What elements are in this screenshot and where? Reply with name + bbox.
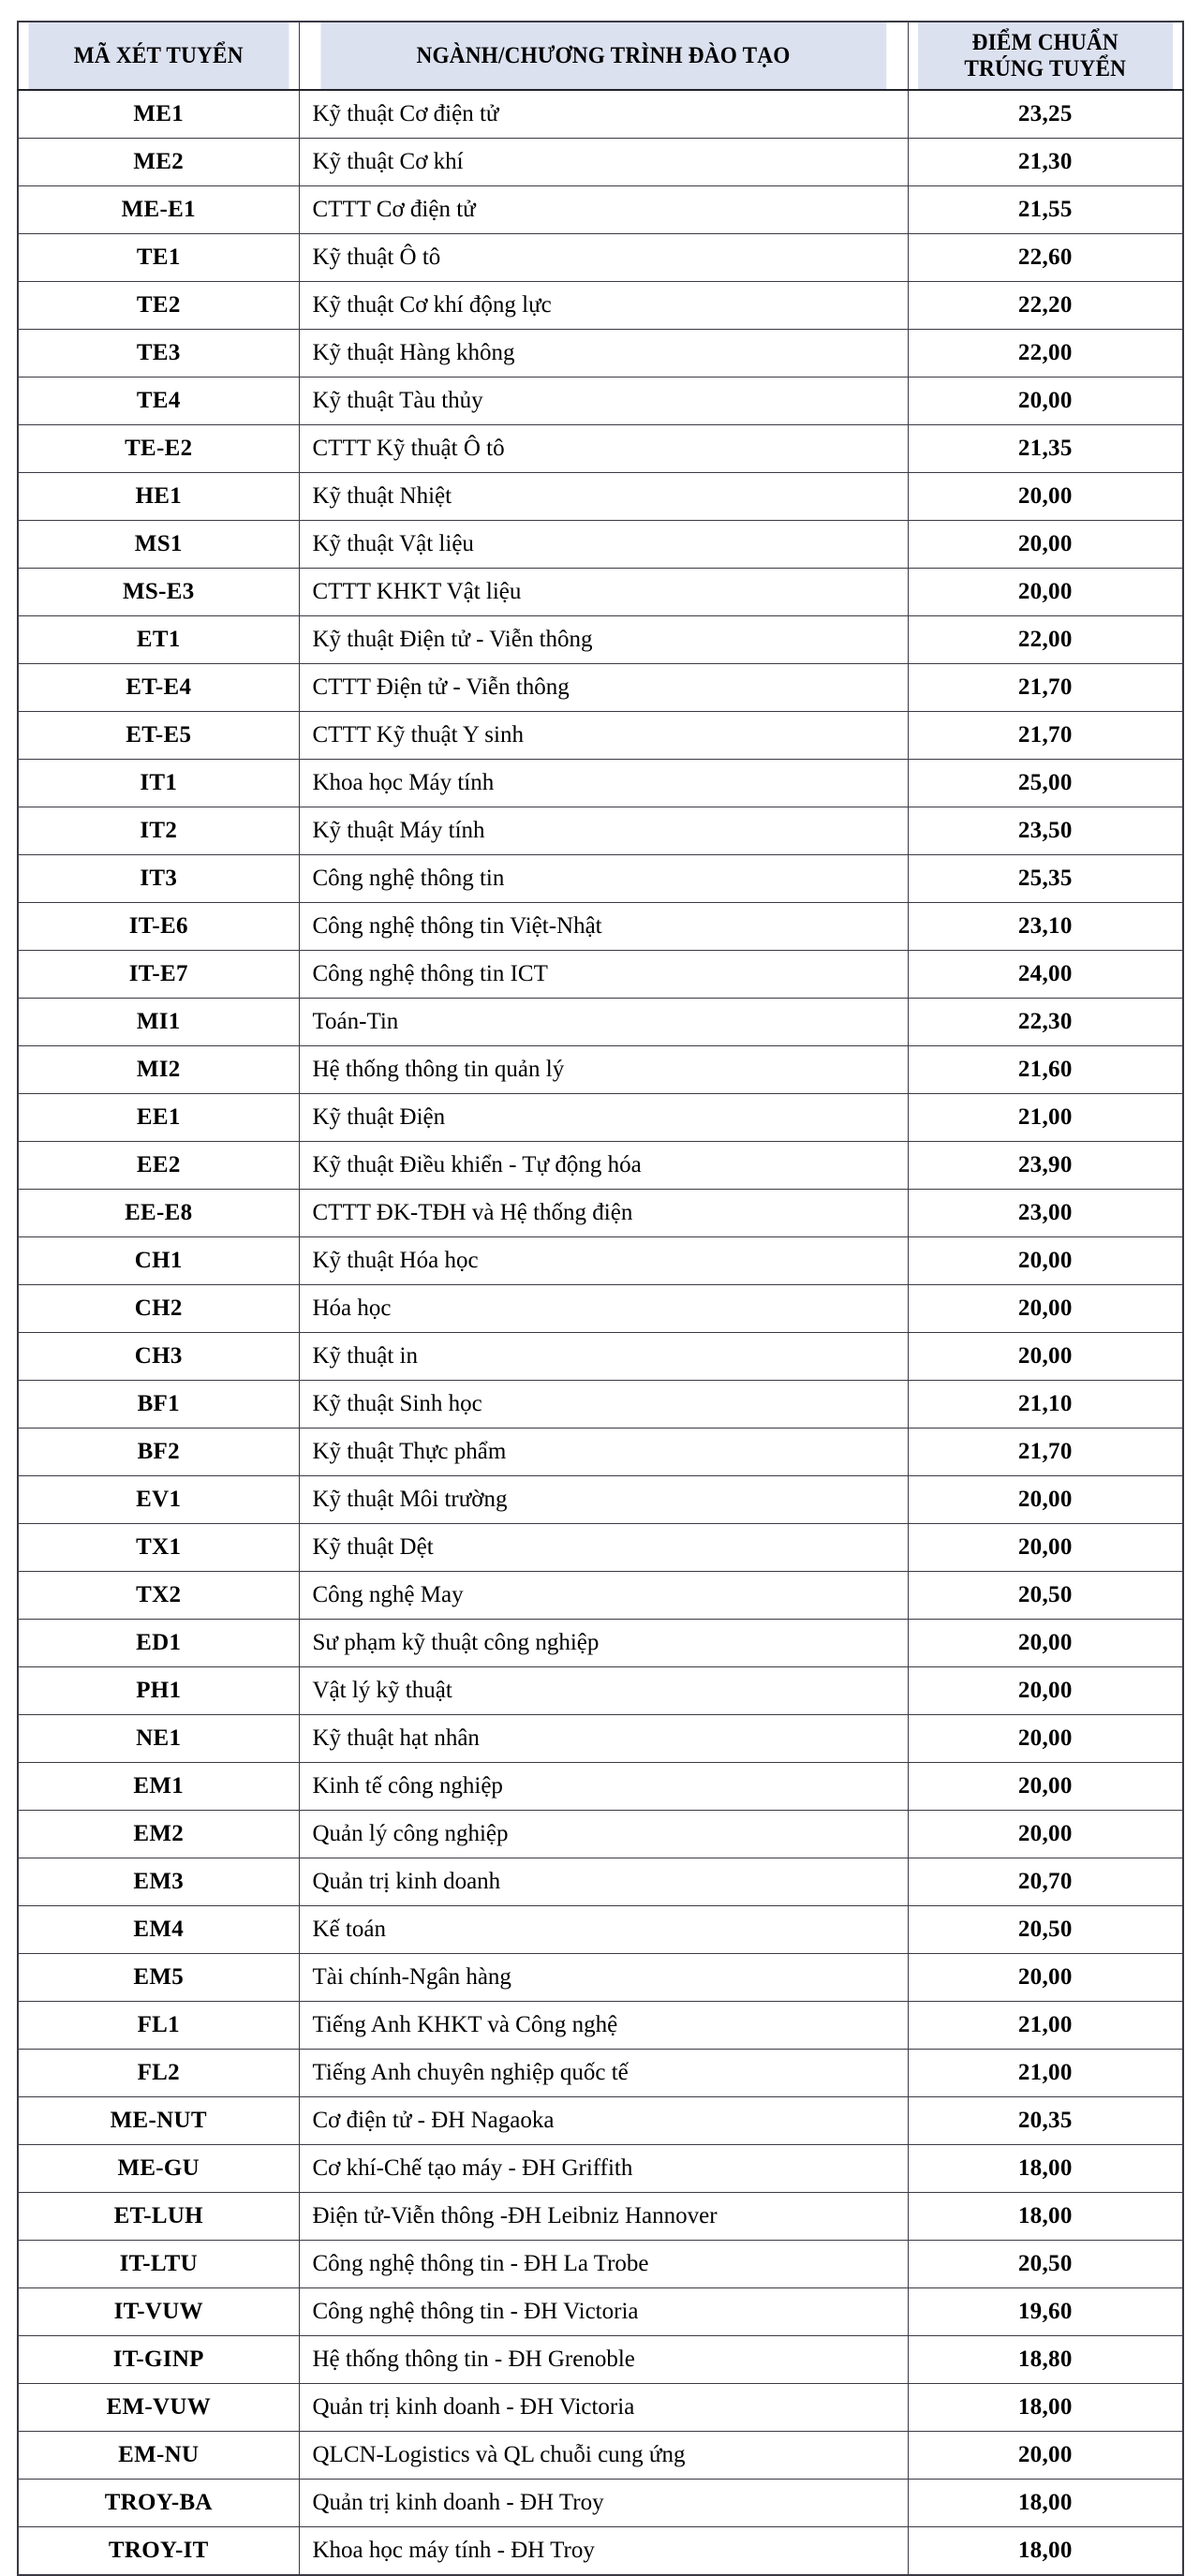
cell-major-program: Kỹ thuật hạt nhân xyxy=(299,1715,908,1763)
cell-major-program: Kỹ thuật in xyxy=(299,1333,908,1381)
column-header-major xyxy=(320,22,887,90)
cell-admission-code: CH2 xyxy=(18,1285,299,1333)
cell-admission-code: TX1 xyxy=(18,1524,299,1572)
cell-admission-code: IT-LTU xyxy=(18,2241,299,2288)
cell-admission-code: ED1 xyxy=(18,1620,299,1667)
table-row xyxy=(18,1429,1183,1476)
cell-major-program: Quản trị kinh doanh - ĐH Troy xyxy=(299,2480,908,2527)
cell-major-program: Công nghệ thông tin Việt-Nhật xyxy=(299,903,908,951)
cell-benchmark-score: 22,00 xyxy=(908,616,1183,664)
table-row xyxy=(18,1572,1183,1620)
cell-admission-code: ET1 xyxy=(18,616,299,664)
cell-benchmark-score: 20,35 xyxy=(908,2097,1183,2145)
table-row xyxy=(18,378,1183,425)
table-row xyxy=(18,1954,1183,2002)
table-row xyxy=(18,1190,1183,1237)
table-row xyxy=(18,90,1183,139)
table-header xyxy=(18,22,1183,90)
cell-admission-code: EE-E8 xyxy=(18,1190,299,1237)
table-row xyxy=(18,1476,1183,1524)
cell-admission-code: IT-E6 xyxy=(18,903,299,951)
cell-benchmark-score: 25,35 xyxy=(908,855,1183,903)
cell-admission-code: TE1 xyxy=(18,234,299,282)
cell-admission-code: ME2 xyxy=(18,139,299,186)
cell-major-program: Kỹ thuật Dệt xyxy=(299,1524,908,1572)
cell-benchmark-score: 21,00 xyxy=(908,2002,1183,2050)
cell-admission-code: IT1 xyxy=(18,760,299,807)
cell-benchmark-score: 20,00 xyxy=(908,1620,1183,1667)
table-row xyxy=(18,425,1183,473)
cell-admission-code: EM5 xyxy=(18,1954,299,2002)
cell-major-program: CTTT Kỹ thuật Ô tô xyxy=(299,425,908,473)
cell-admission-code: TE2 xyxy=(18,282,299,330)
cell-admission-code: EM3 xyxy=(18,1858,299,1906)
table-row xyxy=(18,760,1183,807)
cell-admission-code: ME-GU xyxy=(18,2145,299,2193)
cell-major-program: Công nghệ thông tin - ĐH Victoria xyxy=(299,2288,908,2336)
cell-benchmark-score: 18,00 xyxy=(908,2384,1183,2432)
table-row xyxy=(18,473,1183,521)
table-row xyxy=(18,807,1183,855)
cell-benchmark-score: 18,80 xyxy=(908,2336,1183,2384)
cell-admission-code: ET-E4 xyxy=(18,664,299,712)
cell-benchmark-score: 22,20 xyxy=(908,282,1183,330)
table-body xyxy=(18,90,1183,2575)
cell-admission-code: MI2 xyxy=(18,1046,299,1094)
cell-admission-code: CH1 xyxy=(18,1237,299,1285)
cell-admission-code: EM2 xyxy=(18,1811,299,1858)
table-row xyxy=(18,1381,1183,1429)
cell-benchmark-score: 23,50 xyxy=(908,807,1183,855)
cell-admission-code: CH3 xyxy=(18,1333,299,1381)
cell-major-program: CTTT Điện tử - Viễn thông xyxy=(299,664,908,712)
cell-benchmark-score: 20,00 xyxy=(908,569,1183,616)
cell-major-program: Hệ thống thông tin - ĐH Grenoble xyxy=(299,2336,908,2384)
cell-major-program: Kỹ thuật Hàng không xyxy=(299,330,908,378)
cell-benchmark-score: 20,00 xyxy=(908,1667,1183,1715)
cell-admission-code: FL1 xyxy=(18,2002,299,2050)
cell-major-program: Kỹ thuật Tàu thủy xyxy=(299,378,908,425)
admission-score-table xyxy=(17,21,1184,2576)
table-row xyxy=(18,1094,1183,1142)
cell-admission-code: EM4 xyxy=(18,1906,299,1954)
cell-major-program: Cơ khí-Chế tạo máy - ĐH Griffith xyxy=(299,2145,908,2193)
column-header-score xyxy=(917,22,1173,90)
cell-major-program: Kỹ thuật Điện xyxy=(299,1094,908,1142)
table-row xyxy=(18,2336,1183,2384)
table-row xyxy=(18,1620,1183,1667)
column-header-code xyxy=(28,22,289,90)
cell-benchmark-score: 18,00 xyxy=(908,2527,1183,2576)
cell-benchmark-score: 21,10 xyxy=(908,1381,1183,1429)
cell-major-program: Khoa học máy tính - ĐH Troy xyxy=(299,2527,908,2576)
cell-benchmark-score: 18,00 xyxy=(908,2480,1183,2527)
cell-benchmark-score: 21,60 xyxy=(908,1046,1183,1094)
cell-major-program: Công nghệ thông tin ICT xyxy=(299,951,908,999)
cell-benchmark-score: 25,00 xyxy=(908,760,1183,807)
cell-admission-code: EM1 xyxy=(18,1763,299,1811)
cell-benchmark-score: 21,35 xyxy=(908,425,1183,473)
cell-benchmark-score: 22,60 xyxy=(908,234,1183,282)
table-row xyxy=(18,330,1183,378)
cell-major-program: Tài chính-Ngân hàng xyxy=(299,1954,908,2002)
cell-benchmark-score: 20,00 xyxy=(908,1811,1183,1858)
column-header-major-text: NGÀNH/CHƯƠNG TRÌNH ĐÀO TẠO xyxy=(416,42,791,68)
table-row xyxy=(18,951,1183,999)
column-header-score-line2: TRÚNG TUYỂN xyxy=(964,55,1127,81)
cell-benchmark-score: 20,00 xyxy=(908,1715,1183,1763)
cell-major-program: Công nghệ thông tin xyxy=(299,855,908,903)
column-header-score-line1: ĐIỂM CHUẨN xyxy=(971,29,1119,55)
cell-benchmark-score: 18,00 xyxy=(908,2145,1183,2193)
cell-admission-code: MI1 xyxy=(18,999,299,1046)
cell-benchmark-score: 20,00 xyxy=(908,521,1183,569)
cell-major-program: Kỹ thuật Ô tô xyxy=(299,234,908,282)
cell-admission-code: HE1 xyxy=(18,473,299,521)
cell-benchmark-score: 21,70 xyxy=(908,664,1183,712)
table-row xyxy=(18,2145,1183,2193)
cell-admission-code: FL2 xyxy=(18,2050,299,2097)
table-row xyxy=(18,2241,1183,2288)
table-row xyxy=(18,2480,1183,2527)
cell-benchmark-score: 21,30 xyxy=(908,139,1183,186)
table-row xyxy=(18,1285,1183,1333)
table-row xyxy=(18,569,1183,616)
table-row xyxy=(18,1906,1183,1954)
cell-admission-code: ET-E5 xyxy=(18,712,299,760)
cell-admission-code: EE1 xyxy=(18,1094,299,1142)
cell-admission-code: EE2 xyxy=(18,1142,299,1190)
cell-major-program: CTTT ĐK-TĐH và Hệ thống điện xyxy=(299,1190,908,1237)
table-row xyxy=(18,1667,1183,1715)
cell-admission-code: NE1 xyxy=(18,1715,299,1763)
cell-major-program: Kinh tế công nghiệp xyxy=(299,1763,908,1811)
cell-benchmark-score: 21,00 xyxy=(908,2050,1183,2097)
cell-major-program: Kỹ thuật Điều khiển - Tự động hóa xyxy=(299,1142,908,1190)
cell-benchmark-score: 23,90 xyxy=(908,1142,1183,1190)
cell-benchmark-score: 20,00 xyxy=(908,1763,1183,1811)
cell-major-program: Kỹ thuật Điện tử - Viễn thông xyxy=(299,616,908,664)
cell-major-program: Hệ thống thông tin quản lý xyxy=(299,1046,908,1094)
cell-major-program: Kế toán xyxy=(299,1906,908,1954)
table-row xyxy=(18,712,1183,760)
cell-admission-code: IT3 xyxy=(18,855,299,903)
cell-benchmark-score: 20,50 xyxy=(908,1906,1183,1954)
table-row xyxy=(18,1811,1183,1858)
cell-benchmark-score: 20,00 xyxy=(908,1524,1183,1572)
table-row xyxy=(18,1142,1183,1190)
cell-major-program: Khoa học Máy tính xyxy=(299,760,908,807)
table-row xyxy=(18,2527,1183,2576)
table-row xyxy=(18,1333,1183,1381)
cell-benchmark-score: 23,00 xyxy=(908,1190,1183,1237)
table-row xyxy=(18,186,1183,234)
table-row xyxy=(18,2384,1183,2432)
table-row xyxy=(18,2288,1183,2336)
cell-benchmark-score: 21,55 xyxy=(908,186,1183,234)
cell-admission-code: MS1 xyxy=(18,521,299,569)
cell-major-program: Kỹ thuật Môi trường xyxy=(299,1476,908,1524)
cell-major-program: CTTT Cơ điện tử xyxy=(299,186,908,234)
cell-admission-code: ME-E1 xyxy=(18,186,299,234)
cell-major-program: Kỹ thuật Nhiệt xyxy=(299,473,908,521)
table-row xyxy=(18,521,1183,569)
table-row xyxy=(18,1715,1183,1763)
cell-admission-code: TE4 xyxy=(18,378,299,425)
cell-admission-code: TX2 xyxy=(18,1572,299,1620)
cell-admission-code: TE3 xyxy=(18,330,299,378)
cell-benchmark-score: 19,60 xyxy=(908,2288,1183,2336)
cell-admission-code: BF2 xyxy=(18,1429,299,1476)
cell-major-program: Điện tử-Viễn thông -ĐH Leibniz Hannover xyxy=(299,2193,908,2241)
table-row xyxy=(18,2050,1183,2097)
cell-benchmark-score: 20,00 xyxy=(908,1285,1183,1333)
header-row xyxy=(18,22,1183,90)
cell-admission-code: EV1 xyxy=(18,1476,299,1524)
table-row xyxy=(18,234,1183,282)
cell-major-program: Sư phạm kỹ thuật công nghiệp xyxy=(299,1620,908,1667)
cell-benchmark-score: 20,50 xyxy=(908,1572,1183,1620)
cell-benchmark-score: 23,25 xyxy=(908,90,1183,139)
cell-major-program: Kỹ thuật Hóa học xyxy=(299,1237,908,1285)
table-row xyxy=(18,2002,1183,2050)
table-row xyxy=(18,2097,1183,2145)
cell-benchmark-score: 20,00 xyxy=(908,1237,1183,1285)
cell-major-program: Kỹ thuật Vật liệu xyxy=(299,521,908,569)
cell-admission-code: ET-LUH xyxy=(18,2193,299,2241)
cell-major-program: Công nghệ May xyxy=(299,1572,908,1620)
cell-major-program: Kỹ thuật Cơ điện tử xyxy=(299,90,908,139)
cell-admission-code: IT-GINP xyxy=(18,2336,299,2384)
cell-admission-code: TROY-BA xyxy=(18,2480,299,2527)
cell-benchmark-score: 23,10 xyxy=(908,903,1183,951)
cell-benchmark-score: 20,00 xyxy=(908,1954,1183,2002)
table-row xyxy=(18,903,1183,951)
table-row xyxy=(18,139,1183,186)
table-row xyxy=(18,1858,1183,1906)
cell-admission-code: BF1 xyxy=(18,1381,299,1429)
cell-benchmark-score: 20,50 xyxy=(908,2241,1183,2288)
cell-admission-code: ME1 xyxy=(18,90,299,139)
cell-admission-code: ME-NUT xyxy=(18,2097,299,2145)
table-row xyxy=(18,2193,1183,2241)
cell-major-program: Toán-Tin xyxy=(299,999,908,1046)
cell-major-program: Cơ điện tử - ĐH Nagaoka xyxy=(299,2097,908,2145)
cell-major-program: Kỹ thuật Máy tính xyxy=(299,807,908,855)
cell-admission-code: EM-NU xyxy=(18,2432,299,2480)
cell-major-program: Kỹ thuật Cơ khí xyxy=(299,139,908,186)
table-row xyxy=(18,1763,1183,1811)
table-row xyxy=(18,2432,1183,2480)
cell-major-program: Hóa học xyxy=(299,1285,908,1333)
cell-benchmark-score: 21,70 xyxy=(908,712,1183,760)
cell-benchmark-score: 24,00 xyxy=(908,951,1183,999)
cell-major-program: Vật lý kỹ thuật xyxy=(299,1667,908,1715)
cell-major-program: Kỹ thuật Cơ khí động lực xyxy=(299,282,908,330)
cell-benchmark-score: 22,00 xyxy=(908,330,1183,378)
cell-major-program: Công nghệ thông tin - ĐH La Trobe xyxy=(299,2241,908,2288)
table-row xyxy=(18,664,1183,712)
cell-admission-code: MS-E3 xyxy=(18,569,299,616)
cell-admission-code: IT-VUW xyxy=(18,2288,299,2336)
cell-major-program: Tiếng Anh chuyên nghiệp quốc tế xyxy=(299,2050,908,2097)
cell-benchmark-score: 21,00 xyxy=(908,1094,1183,1142)
column-header-code-text: MÃ XÉT TUYỂN xyxy=(73,42,244,68)
cell-benchmark-score: 20,00 xyxy=(908,2432,1183,2480)
cell-benchmark-score: 21,70 xyxy=(908,1429,1183,1476)
cell-major-program: Quản trị kinh doanh xyxy=(299,1858,908,1906)
cell-benchmark-score: 20,70 xyxy=(908,1858,1183,1906)
table-row xyxy=(18,282,1183,330)
cell-major-program: Tiếng Anh KHKT và Công nghệ xyxy=(299,2002,908,2050)
cell-benchmark-score: 18,00 xyxy=(908,2193,1183,2241)
cell-major-program: Quản trị kinh doanh - ĐH Victoria xyxy=(299,2384,908,2432)
table-row xyxy=(18,999,1183,1046)
table-row xyxy=(18,855,1183,903)
cell-admission-code: TE-E2 xyxy=(18,425,299,473)
cell-benchmark-score: 20,00 xyxy=(908,1333,1183,1381)
cell-benchmark-score: 20,00 xyxy=(908,378,1183,425)
table-row xyxy=(18,1524,1183,1572)
cell-benchmark-score: 20,00 xyxy=(908,473,1183,521)
cell-major-program: Kỹ thuật Sinh học xyxy=(299,1381,908,1429)
cell-major-program: CTTT Kỹ thuật Y sinh xyxy=(299,712,908,760)
cell-admission-code: EM-VUW xyxy=(18,2384,299,2432)
cell-major-program: Quản lý công nghiệp xyxy=(299,1811,908,1858)
cell-admission-code: IT2 xyxy=(18,807,299,855)
cell-major-program: Kỹ thuật Thực phẩm xyxy=(299,1429,908,1476)
table-row xyxy=(18,1046,1183,1094)
table-row xyxy=(18,1237,1183,1285)
cell-admission-code: TROY-IT xyxy=(18,2527,299,2576)
cell-major-program: CTTT KHKT Vật liệu xyxy=(299,569,908,616)
cell-benchmark-score: 20,00 xyxy=(908,1476,1183,1524)
cell-benchmark-score: 22,30 xyxy=(908,999,1183,1046)
cell-admission-code: PH1 xyxy=(18,1667,299,1715)
cell-major-program: QLCN-Logistics và QL chuỗi cung ứng xyxy=(299,2432,908,2480)
cell-admission-code: IT-E7 xyxy=(18,951,299,999)
table-row xyxy=(18,616,1183,664)
